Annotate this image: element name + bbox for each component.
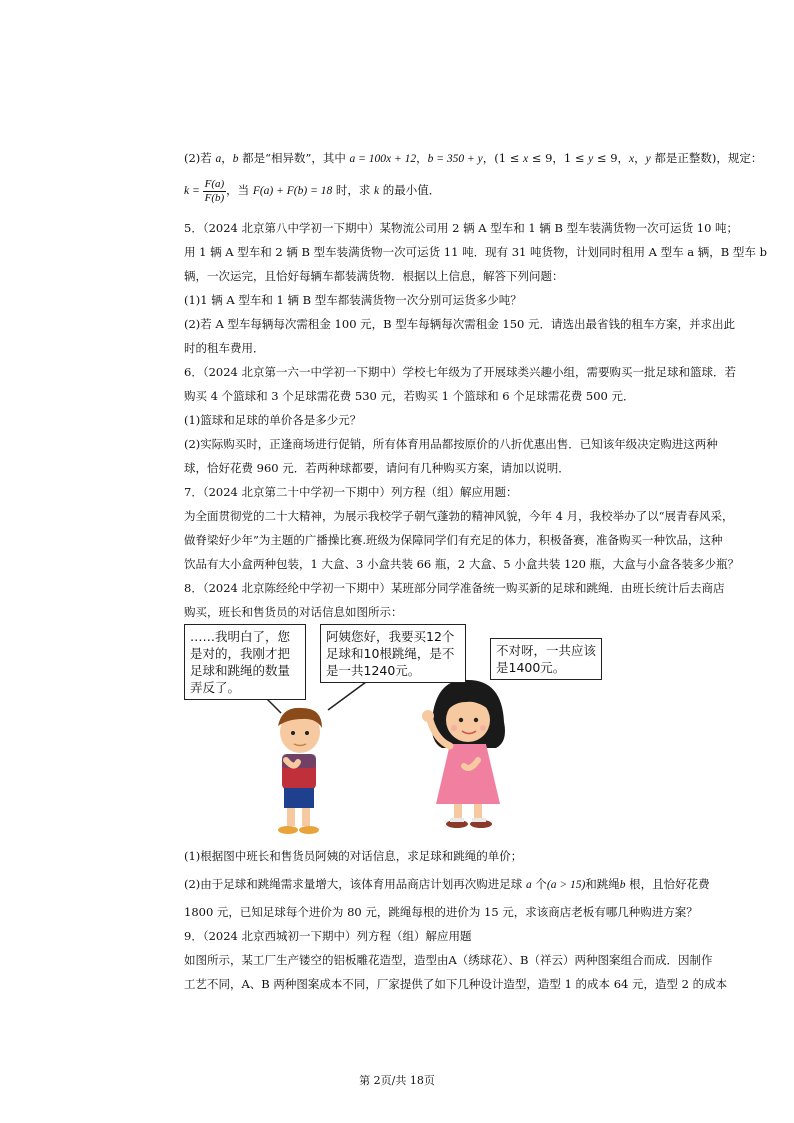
q7-line-3: 做脊梁好少年”为主题的广播操比赛.班级为保障同学们有充足的体力，积极备赛，准备购买一种饮品，这种 bbox=[184, 533, 723, 547]
q7-line-1: 7．（2024 北京第二十中学初一下期中）列方程（组）解应用题： bbox=[184, 485, 518, 499]
q7-line-2: 为全面贯彻党的二十大精神，为展示我校学子朝气蓬勃的精神风貌，今年 4 月，我校举办了以“展青春风采， bbox=[184, 509, 734, 523]
speech-bubble-clerk: 不对呀，一共应该 是1400元。 bbox=[490, 638, 602, 680]
q6-line-2: 购买 4 个篮球和 3 个足球需花费 530 元，若购买 1 个篮球和 6 个足球需花费 500 元． bbox=[184, 389, 635, 403]
q8-line-3: (1)根据图中班长和售货员阿姨的对话信息，求足球和跳绳的单价； bbox=[184, 849, 523, 863]
speech-bubble-monitor-ask: 阿姨您好，我要买12个 足球和10根跳绳，是不 是一共1240元。 bbox=[320, 624, 466, 683]
q5-line-2: 用 1 辆 A 型车和 2 辆 B 型车装满货物一次可运货 11 吨．现有 31 吨货物，计划同时租用 A 型车 a 辆，B 型车 b bbox=[184, 245, 767, 259]
q8-line-1: 8．（2024 北京陈经纶中学初一下期中）某班部分同学准备统一购买新的足球和跳绳．由班长统计后去商店 bbox=[184, 581, 725, 595]
q6-line-4: (2)实际购买时，正逢商场进行促销，所有体育用品都按原价的八折优惠出售．已知该年级决定购进这两种 bbox=[184, 437, 718, 451]
q9-line-2: 如图所示，某工厂生产镂空的铝板雕花造型，造型由A（绣球花）、B（祥云）两种图案组合而成．因制作 bbox=[184, 953, 713, 967]
q5-line-3: 辆，一次运完，且恰好每辆车都装满货物．根据以上信息，解答下列问题： bbox=[184, 269, 564, 283]
dialogue-illustration bbox=[178, 620, 618, 840]
q5-line-5: (2)若 A 型车每辆每次需租金 100 元，B 型车每辆每次需租金 150 元．请选出最省钱的租车方案，并求出此 bbox=[184, 317, 736, 331]
page-footer: 第 2页/共 18页 bbox=[359, 1074, 435, 1087]
k-fraction: $\frac{F(a)}{F(b)}$ bbox=[204, 177, 225, 204]
q5-line-6: 时的租车费用． bbox=[184, 341, 265, 355]
bubble2-pointer bbox=[328, 682, 366, 710]
q8-line-5: 1800 元，已知足球每个进价为 80 元，跳绳每根的进价为 15 元，求该商店老板有哪几种购进方案？ bbox=[184, 905, 698, 919]
q9-line-3: 工艺不同，A、B 两种图案成本不同，厂家提供了如下几种设计造型，造型 1 的成本 64 元，造型 2 的成本 bbox=[184, 977, 728, 991]
q8-line-2: 购买，班长和售货员的对话信息如图所示： bbox=[184, 605, 403, 619]
girl-figure bbox=[422, 680, 505, 828]
q8-line-4: (2)由于足球和跳绳需求量增大，该体育用品商店计划再次购进足球 a 个(a > 15)和跳绳b 根，且恰好花费 bbox=[184, 877, 710, 891]
speech-bubble-monitor-reply: ……我明白了，您 是对的，我刚才把 足球和跳绳的数量 弄反了。 bbox=[184, 624, 306, 700]
q6-line-5: 球，恰好花费 960 元．若两种球都要，请问有几种购买方案，请加以说明． bbox=[184, 461, 570, 475]
boy-figure bbox=[278, 708, 322, 834]
q7-line-4: 饮品有大小盒两种包装，1 大盒、3 小盒共装 66 瓶，2 大盒、5 小盒共装 120 瓶，大盒与小盒各装多少瓶？ bbox=[184, 557, 740, 571]
q6-line-1: 6．（2024 北京第一六一中学初一下期中）学校七年级为了开展球类兴趣小组，需要购买一批足球和篮球．若 bbox=[184, 365, 736, 379]
q4-line-2: k = $\frac{F(a)}{F(b)}$ ，当 F(a) + F(b) = 18 时，求 k 的最小值． bbox=[184, 177, 441, 204]
q9-line-1: 9．（2024 北京西城初一下期中）列方程（组）解应用题 bbox=[184, 929, 472, 943]
q5-line-4: (1)1 辆 A 型车和 1 辆 B 型车都装满货物一次分别可运货多少吨？ bbox=[184, 293, 522, 307]
q4-line-1: (2)若 a，b 都是“相异数”，其中 a = 100x + 12，b = 350 + y，(1 ≤ x ≤ 9，1 ≤ y ≤ 9，x，y 都是正整数)，规定： bbox=[184, 151, 763, 165]
q6-line-3: (1)篮球和足球的单价各是多少元？ bbox=[184, 413, 362, 427]
q5-line-1: 5．（2024 北京第八中学初一下期中）某物流公司用 2 辆 A 型车和 1 辆 B 型车装满货物一次可运货 10 吨； bbox=[184, 221, 739, 235]
